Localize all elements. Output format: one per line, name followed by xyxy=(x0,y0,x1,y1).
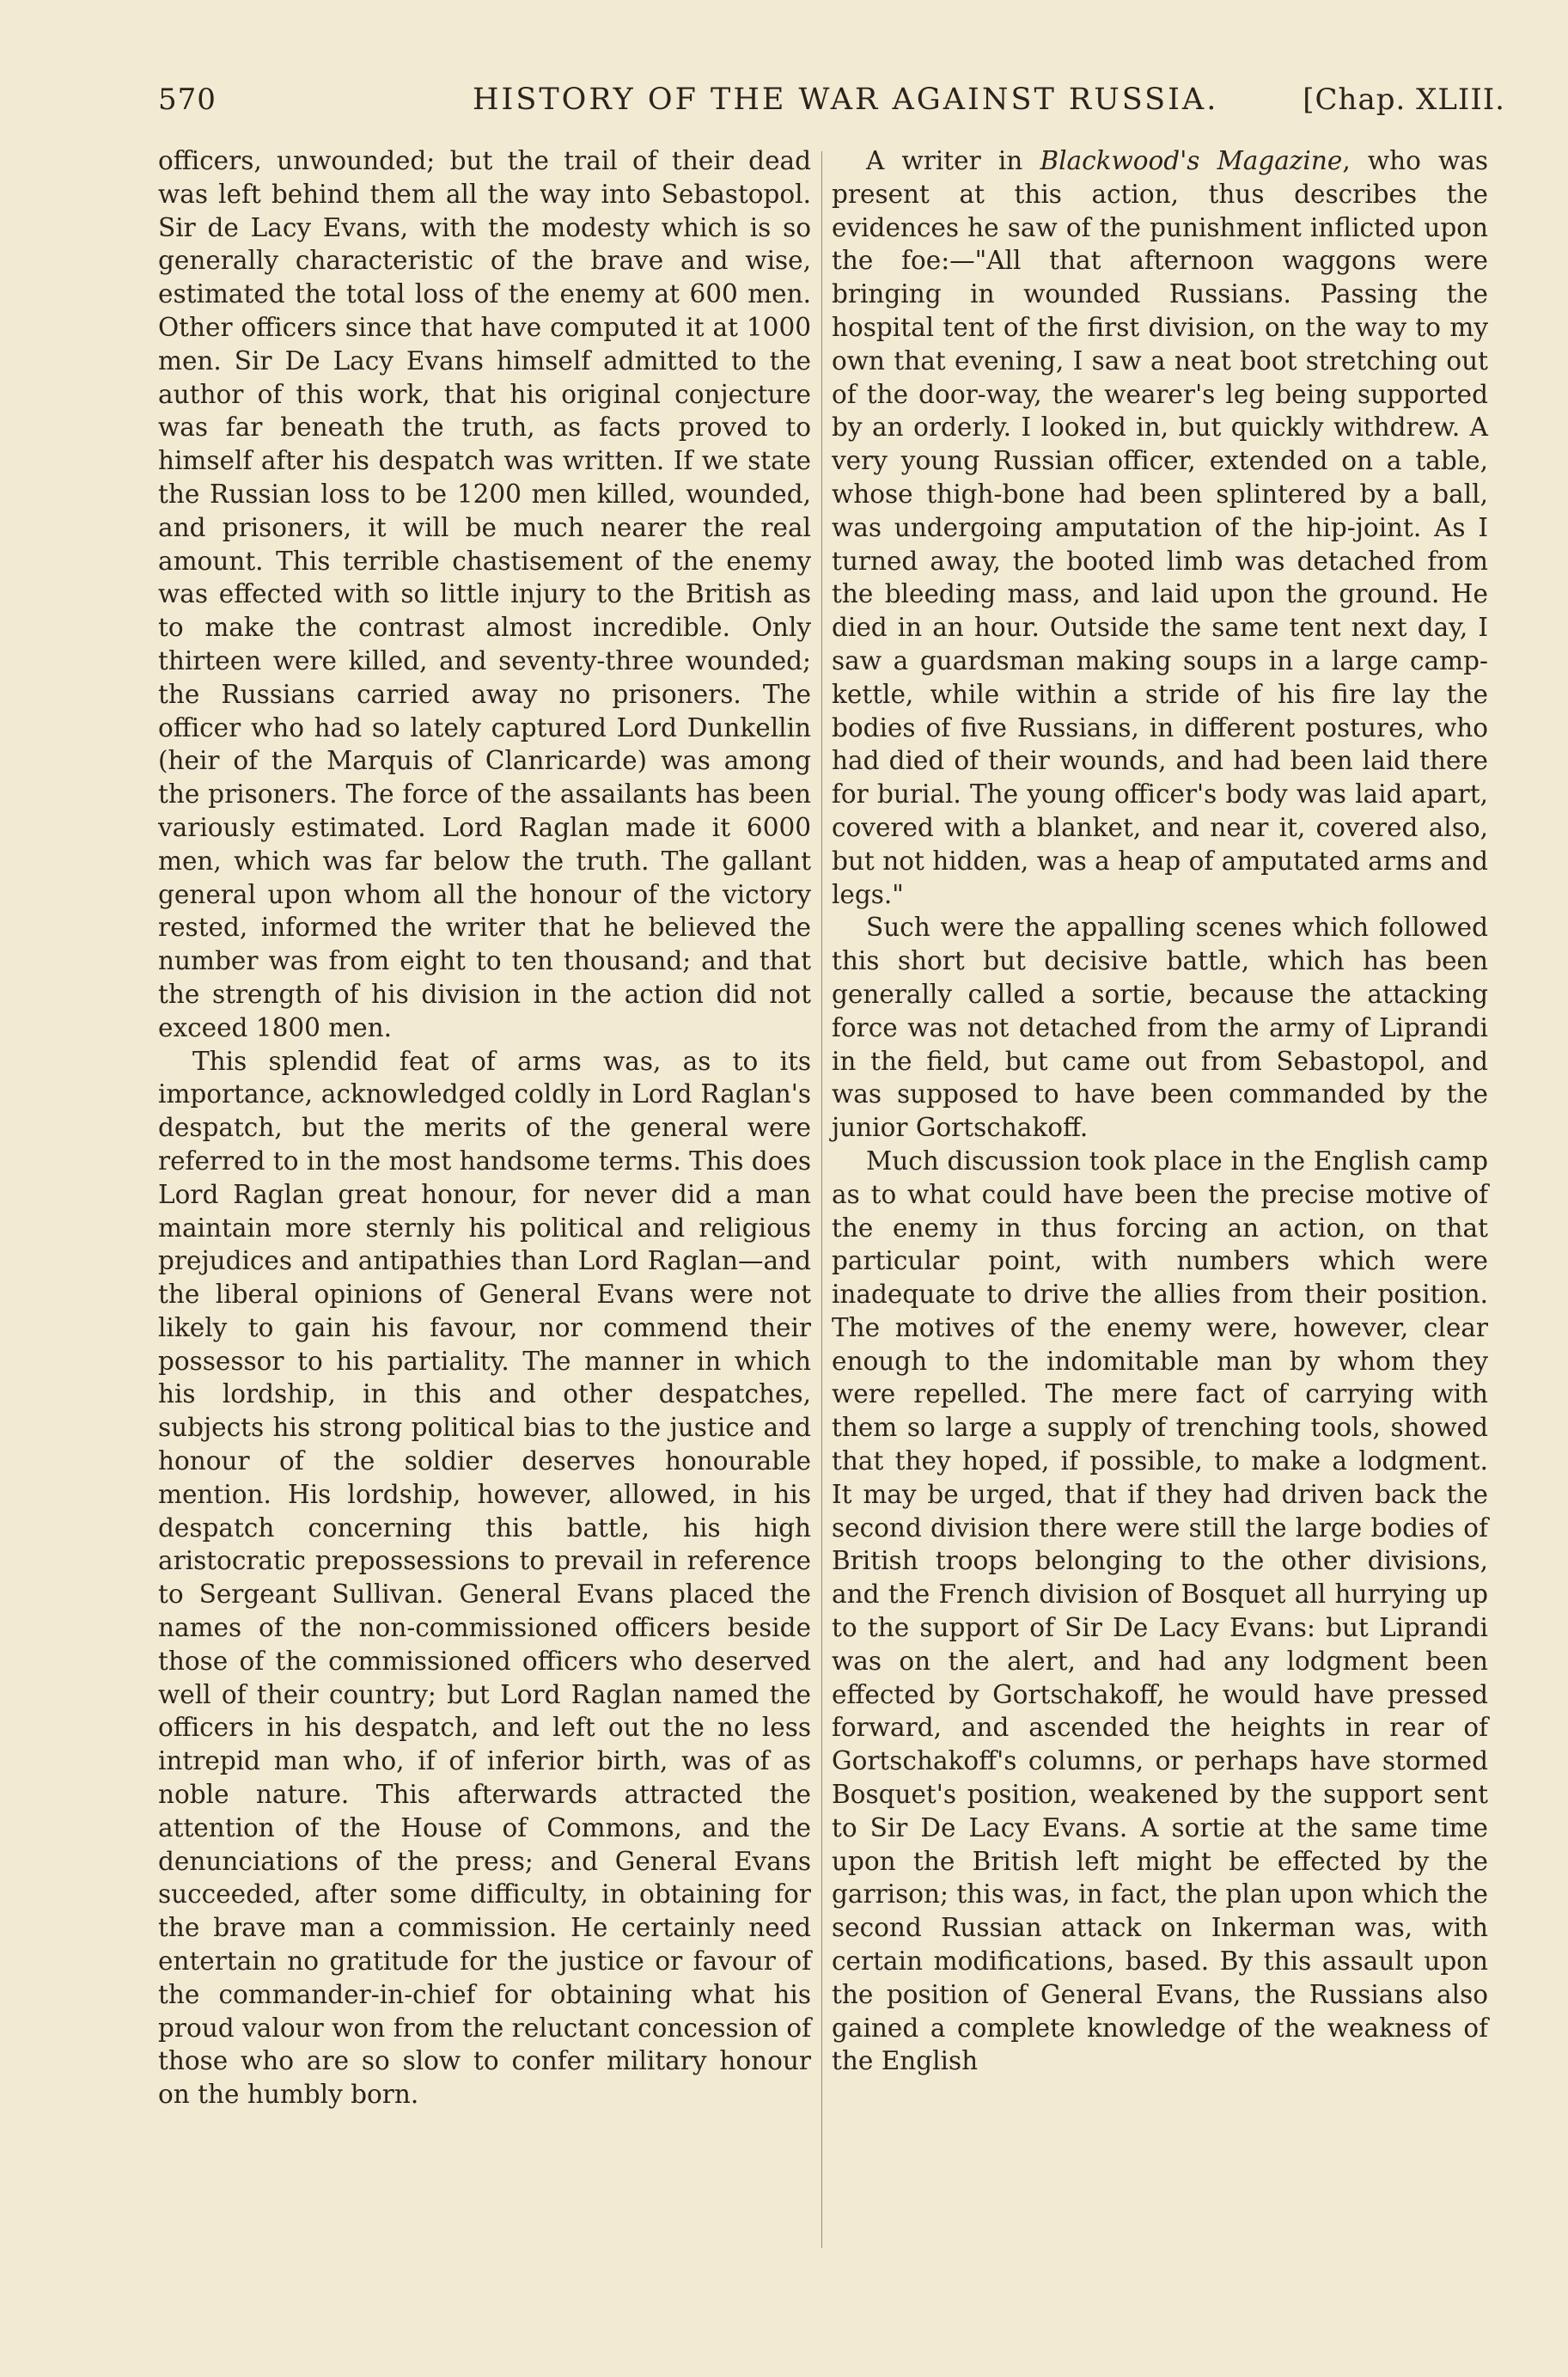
right-paragraph-3: Much discussion took place in the English camp as to what could have been the precise motive of the enemy in thus forcing an action, on that particular point, with numbers which were inadequate to drive the allies from their position. The motives of the enemy were, however, clear enough to the indomitable man by whom they were repelled. The mere fact of carrying with them so large a supply of trenching tools, showed that they hoped, if possible, to make a lodgment. It may be urged, that if they had driven back the second division there were still the large bodies of British troops belonging to the other divisions, and the French division of Bosquet all hurrying up to the support of Sir De Lacy Evans: but Liprandi was on the alert, and had any lodgment been effected by Gortschakoff, he would have pressed forward, and ascended the heights in rear of Gortschakoff's columns, or perhaps have stormed Bosquet's position, weakened by the support sent to Sir De Lacy Evans. A sortie at the same time upon the British left might be effected by the garrison; this was, in fact, the plan upon which the second Russian attack on Inkerman was, with certain modifications, based. By this assault upon the position of General Evans, the Russians also gained a complete knowledge of the weakness of the English xyxy=(832,1146,1488,2076)
paragraph-text: , who was present at this action, thus describes the evidences he saw of the punishment inflicted upon the foe:—"All that afternoon waggons were bringing in wounded Russians. Passing the hospital tent of the first division, on the way to my own that evening, I saw a neat boot stretching out of the door-way, the wearer's leg being supported by an orderly. I looked in, but quickly withdrew. A very young Russian officer, extended on a table, whose thigh-bone had been splintered by a ball, was undergoing amputation of the hip-joint. As I turned away, the booted limb was detached from the bleeding mass, and laid upon the ground. He died in an hour. Outside the same tent next day, I saw a guardsman making soups in a large camp-kettle, while within a stride of his fire lay the bodies of five Russians, in different postures, who had died of their wounds, and had been laid there for burial. The young officer's body was laid apart, covered with a blanket, and near it, covered also, but not hidden, was a heap of amputated arms and legs." xyxy=(832,146,1488,909)
running-header xyxy=(158,82,1505,125)
left-paragraph-1: officers, unwounded; but the trail of their dead was left behind them all the way into Sebastopol. Sir de Lacy Evans, with the modesty which is so generally characteristic of the brave and wise, estimated the total loss of the enemy at 600 men. Other officers since that have computed it at 1000 men. Sir De Lacy Evans himself admitted to the author of this work, that his original conjecture was far beneath the truth, as facts proved to himself after his despatch was written. If we state the Russian loss to be 1200 men killed, wounded, and prisoners, it will be much nearer the real amount. This terrible chastisement of the enemy was effected with so little injury to the British as to make the contrast almost incredible. Only thirteen were killed, and seventy-three wounded; the Russians carried away no prisoners. The officer who had so lately captured Lord Dunkellin (heir of the Marquis of Clanricarde) was among the prisoners. The force of the assailants has been variously estimated. Lord Raglan made it 6000 men, which was far below the truth. The gallant general upon whom all the honour of the victory rested, informed the writer that he believed the number was from eight to ten thousand; and that the strength of his division in the action did not exceed 1800 men. xyxy=(158,146,811,1042)
chapter-marker: [Chap. XLIII. xyxy=(1303,82,1505,117)
page-number: 570 xyxy=(158,82,217,117)
right-paragraph-2: Such were the appalling scenes which followed this short but decisive battle, which has been generally called a sortie, because the attacking force was not detached from the army of Liprandi in the field, but came out from Sebastopol, and was supposed to have been commanded by the junior Gortschakoff. xyxy=(832,913,1488,1143)
column-divider xyxy=(821,151,822,2248)
left-paragraph-2: This splendid feat of arms was, as to its importance, acknowledged coldly in Lord Raglan's despatch, but the merits of the general were referred to in the most handsome terms. This does Lord Raglan great honour, for never did a man maintain more sternly his political and religious prejudices and antipathies than Lord Raglan—and the liberal opinions of General Evans were not likely to gain his favour, nor commend their possessor to his partiality. The manner in which his lordship, in this and other despatches, subjects his strong political bias to the justice and honour of the soldier deserves honourable mention. His lordship, however, allowed, in his despatch concerning this battle, his high aristocratic prepossessions to prevail in reference to Sergeant Sullivan. General Evans placed the names of the non-commissioned officers beside those of the commissioned officers who deserved well of their country; but Lord Raglan named the officers in his despatch, and left out the no less intrepid man who, if of inferior birth, was of as noble nature. This afterwards attracted the attention of the House of Commons, and the denunciations of the press; and General Evans succeeded, after some difficulty, in obtaining for the brave man a commission. He certainly need entertain no gratitude for the justice or favour of the commander-in-chief for obtaining what his proud valour won from the reluctant concession of those who are so slow to confer military honour on the humbly born. xyxy=(158,1046,811,2110)
right-paragraph-1 xyxy=(832,144,1488,911)
paragraph-text: A writer in xyxy=(866,146,1040,175)
left-column xyxy=(158,144,811,2258)
magazine-title: Blackwood's Magazine xyxy=(1040,146,1343,175)
right-column xyxy=(832,144,1488,2258)
running-title: HISTORY OF THE WAR AGAINST RUSSIA. xyxy=(473,82,1219,117)
